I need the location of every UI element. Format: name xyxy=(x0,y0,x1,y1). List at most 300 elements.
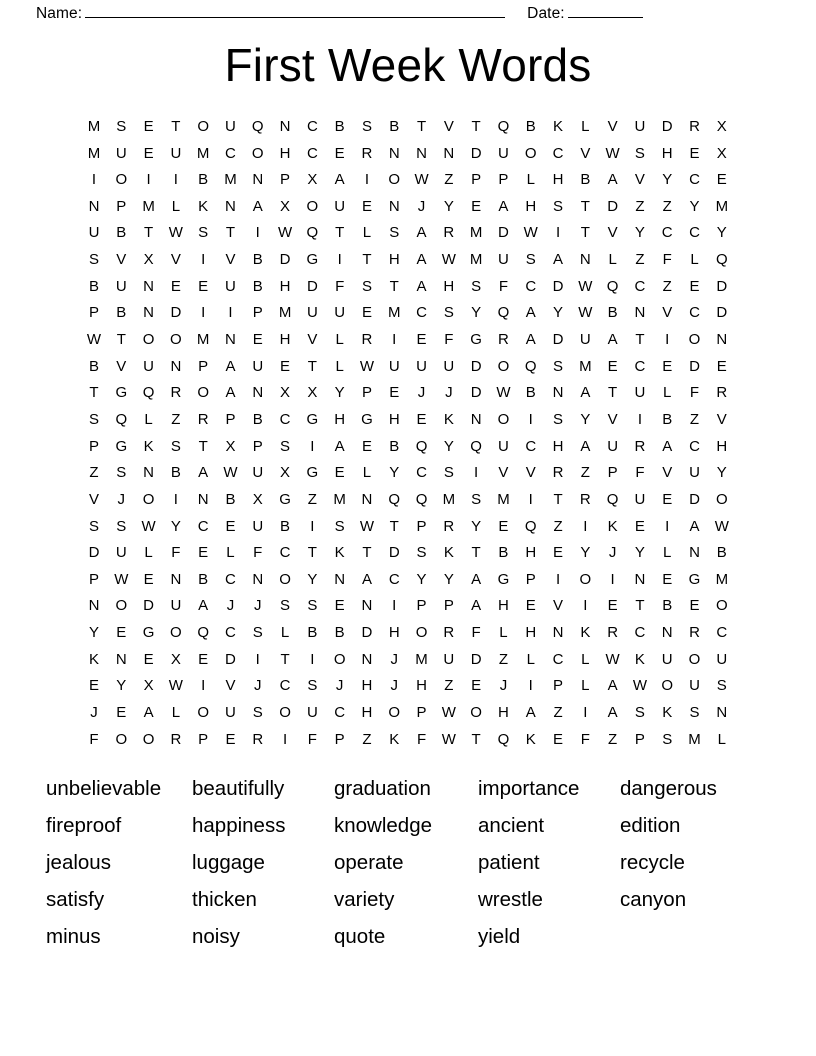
word-list-item[interactable]: quote xyxy=(334,925,386,949)
grid-cell[interactable]: Y xyxy=(116,677,127,695)
grid-cell[interactable]: N xyxy=(143,464,155,482)
grid-cell[interactable]: P xyxy=(471,171,482,189)
grid-cell[interactable]: N xyxy=(716,703,728,721)
grid-cell[interactable]: L xyxy=(717,730,727,748)
grid-cell[interactable]: A xyxy=(498,197,509,215)
grid-cell[interactable]: N xyxy=(634,570,646,588)
grid-cell[interactable]: H xyxy=(279,331,291,349)
grid-cell[interactable]: R xyxy=(689,117,701,135)
grid-cell[interactable]: W xyxy=(441,251,457,269)
grid-cell[interactable]: E xyxy=(716,171,728,189)
grid-cell[interactable]: A xyxy=(607,331,618,349)
grid-cell[interactable]: M xyxy=(278,304,292,322)
word-search-grid[interactable] xyxy=(80,114,735,753)
grid-cell[interactable]: T xyxy=(635,597,645,615)
grid-cell[interactable]: S xyxy=(389,224,400,242)
grid-cell[interactable]: T xyxy=(580,197,591,215)
grid-cell[interactable]: I xyxy=(555,570,561,588)
grid-cell[interactable]: R xyxy=(197,410,209,428)
grid-cell[interactable]: Q xyxy=(524,517,537,535)
grid-cell[interactable]: G xyxy=(497,570,510,588)
grid-cell[interactable]: F xyxy=(171,544,181,562)
grid-cell[interactable]: E xyxy=(334,597,345,615)
grid-cell[interactable]: G xyxy=(279,490,292,508)
grid-cell[interactable]: E xyxy=(553,730,564,748)
grid-cell[interactable]: B xyxy=(252,410,263,428)
grid-cell[interactable]: T xyxy=(362,251,372,269)
grid-cell[interactable]: M xyxy=(469,224,483,242)
grid-cell[interactable]: U xyxy=(252,357,264,375)
word-list-item[interactable]: minus xyxy=(46,925,101,949)
grid-cell[interactable]: U xyxy=(115,277,127,295)
grid-cell[interactable]: G xyxy=(470,331,483,349)
grid-cell[interactable]: U xyxy=(689,677,701,695)
grid-cell[interactable]: T xyxy=(198,437,208,455)
grid-cell[interactable]: W xyxy=(605,650,620,668)
grid-cell[interactable]: O xyxy=(170,624,182,642)
grid-cell[interactable]: T xyxy=(280,650,290,668)
grid-cell[interactable]: W xyxy=(578,277,593,295)
grid-cell[interactable]: C xyxy=(225,144,237,162)
grid-cell[interactable]: I xyxy=(201,251,206,269)
grid-cell[interactable]: R xyxy=(252,730,264,748)
grid-cell[interactable]: F xyxy=(307,730,318,748)
grid-cell[interactable]: E xyxy=(498,517,509,535)
grid-cell[interactable]: O xyxy=(279,703,292,721)
grid-cell[interactable]: A xyxy=(662,437,673,455)
grid-cell[interactable]: S xyxy=(443,464,455,482)
grid-cell[interactable]: U xyxy=(252,464,264,482)
grid-cell[interactable]: P xyxy=(88,570,100,588)
grid-cell[interactable]: T xyxy=(362,544,372,562)
grid-cell[interactable]: I xyxy=(255,224,261,242)
word-list-item[interactable]: wrestle xyxy=(478,888,543,912)
grid-cell[interactable]: T xyxy=(471,730,481,748)
grid-cell[interactable]: Y xyxy=(471,517,482,535)
word-list-item[interactable]: knowledge xyxy=(334,814,433,838)
grid-cell[interactable]: Z xyxy=(580,464,591,482)
grid-cell[interactable]: K xyxy=(389,730,400,748)
grid-cell[interactable]: O xyxy=(142,490,155,508)
grid-cell[interactable]: X xyxy=(307,384,318,402)
grid-cell[interactable]: C xyxy=(225,624,237,642)
grid-cell[interactable]: N xyxy=(279,117,291,135)
grid-cell[interactable]: W xyxy=(141,517,156,535)
grid-cell[interactable]: E xyxy=(607,597,618,615)
grid-cell[interactable]: H xyxy=(334,410,346,428)
grid-cell[interactable]: Y xyxy=(580,544,591,562)
grid-cell[interactable]: I xyxy=(392,331,397,349)
grid-cell[interactable]: N xyxy=(552,384,564,402)
grid-cell[interactable]: I xyxy=(528,410,534,428)
grid-cell[interactable]: V xyxy=(116,251,127,269)
grid-cell[interactable]: X xyxy=(280,384,291,402)
grid-cell[interactable]: Q xyxy=(415,490,428,508)
date-input-line[interactable] xyxy=(568,4,643,18)
grid-cell[interactable]: W xyxy=(168,224,184,242)
grid-cell[interactable]: I xyxy=(528,677,534,695)
grid-cell[interactable]: D xyxy=(661,117,673,135)
grid-cell[interactable]: C xyxy=(388,570,400,588)
grid-cell[interactable]: V xyxy=(716,410,728,428)
grid-cell[interactable]: H xyxy=(552,437,564,455)
grid-cell[interactable]: L xyxy=(608,251,617,269)
grid-cell[interactable]: C xyxy=(525,437,537,455)
grid-cell[interactable]: S xyxy=(361,117,373,135)
grid-cell[interactable]: C xyxy=(716,624,728,642)
grid-cell[interactable]: M xyxy=(196,144,210,162)
grid-cell[interactable]: V xyxy=(116,357,127,375)
grid-cell[interactable]: C xyxy=(279,410,291,428)
grid-cell[interactable]: E xyxy=(225,517,236,535)
grid-cell[interactable]: V xyxy=(225,251,236,269)
grid-cell[interactable]: Y xyxy=(634,224,646,242)
grid-cell[interactable]: C xyxy=(306,117,318,135)
word-list-item[interactable]: jealous xyxy=(46,851,111,875)
grid-cell[interactable]: U xyxy=(306,304,318,322)
grid-cell[interactable]: Y xyxy=(716,224,728,242)
grid-cell[interactable]: U xyxy=(579,331,591,349)
grid-cell[interactable]: K xyxy=(525,730,536,748)
grid-cell[interactable]: O xyxy=(388,171,401,189)
grid-cell[interactable]: S xyxy=(634,144,646,162)
grid-cell[interactable]: J xyxy=(390,650,399,668)
grid-cell[interactable]: O xyxy=(333,650,346,668)
grid-cell[interactable]: M xyxy=(87,144,101,162)
grid-cell[interactable]: D xyxy=(716,277,728,295)
grid-cell[interactable]: Z xyxy=(553,703,563,721)
grid-cell[interactable]: E xyxy=(334,144,345,162)
grid-cell[interactable]: Q xyxy=(497,304,510,322)
grid-cell[interactable]: O xyxy=(661,677,674,695)
grid-cell[interactable]: M xyxy=(469,251,483,269)
grid-cell[interactable]: J xyxy=(254,677,262,695)
grid-cell[interactable]: N xyxy=(579,251,591,269)
grid-cell[interactable]: F xyxy=(689,384,700,402)
grid-cell[interactable]: L xyxy=(362,224,372,242)
grid-cell[interactable]: I xyxy=(146,171,151,189)
grid-cell[interactable]: Z xyxy=(553,517,563,535)
grid-cell[interactable]: A xyxy=(580,437,591,455)
grid-cell[interactable]: E xyxy=(361,197,373,215)
grid-cell[interactable]: S xyxy=(471,277,482,295)
grid-cell[interactable]: H xyxy=(279,144,291,162)
grid-cell[interactable]: N xyxy=(115,650,127,668)
grid-cell[interactable]: S xyxy=(443,304,455,322)
grid-cell[interactable]: V xyxy=(443,117,455,135)
grid-cell[interactable]: Y xyxy=(307,570,318,588)
word-list-item[interactable]: operate xyxy=(334,851,404,875)
grid-cell[interactable]: W xyxy=(496,384,511,402)
grid-cell[interactable]: M xyxy=(196,331,210,349)
grid-cell[interactable]: B xyxy=(252,277,263,295)
grid-cell[interactable]: Z xyxy=(444,677,454,695)
grid-cell[interactable]: U xyxy=(334,304,346,322)
grid-cell[interactable]: V xyxy=(525,464,536,482)
grid-cell[interactable]: B xyxy=(225,490,236,508)
grid-cell[interactable]: U xyxy=(88,224,100,242)
grid-cell[interactable]: E xyxy=(334,464,345,482)
grid-cell[interactable]: P xyxy=(553,677,564,695)
grid-cell[interactable]: P xyxy=(334,730,345,748)
grid-cell[interactable]: V xyxy=(634,171,646,189)
grid-cell[interactable]: X xyxy=(716,144,728,162)
grid-cell[interactable]: A xyxy=(198,464,209,482)
grid-cell[interactable]: U xyxy=(634,117,646,135)
grid-cell[interactable]: U xyxy=(334,197,346,215)
grid-cell[interactable]: E xyxy=(198,544,209,562)
grid-cell[interactable]: E xyxy=(143,570,154,588)
grid-cell[interactable]: Y xyxy=(580,410,591,428)
grid-cell[interactable]: P xyxy=(416,703,427,721)
grid-cell[interactable]: I xyxy=(392,597,397,615)
grid-cell[interactable]: N xyxy=(225,197,237,215)
grid-cell[interactable]: S xyxy=(307,597,318,615)
grid-cell[interactable]: U xyxy=(225,117,237,135)
grid-cell[interactable]: D xyxy=(470,144,482,162)
grid-cell[interactable]: W xyxy=(441,730,457,748)
word-list-item[interactable]: canyon xyxy=(620,888,687,912)
grid-cell[interactable]: J xyxy=(445,384,453,402)
grid-cell[interactable]: V xyxy=(607,224,618,242)
grid-cell[interactable]: P xyxy=(116,197,127,215)
grid-cell[interactable]: N xyxy=(197,490,209,508)
grid-cell[interactable]: H xyxy=(525,197,537,215)
grid-cell[interactable]: X xyxy=(307,171,318,189)
grid-cell[interactable]: I xyxy=(583,517,588,535)
grid-cell[interactable]: Y xyxy=(88,624,100,642)
word-list-item[interactable]: thicken xyxy=(192,888,257,912)
grid-cell[interactable]: K xyxy=(198,197,209,215)
grid-cell[interactable]: Y xyxy=(634,544,646,562)
grid-cell[interactable]: T xyxy=(416,117,427,135)
grid-cell[interactable]: E xyxy=(416,331,427,349)
grid-cell[interactable]: T xyxy=(89,384,99,402)
grid-cell[interactable]: B xyxy=(607,304,618,322)
grid-cell[interactable]: E xyxy=(225,730,236,748)
grid-cell[interactable]: M xyxy=(579,357,592,375)
grid-cell[interactable]: R xyxy=(443,624,455,642)
grid-cell[interactable]: I xyxy=(255,650,261,668)
grid-cell[interactable]: A xyxy=(416,224,427,242)
grid-cell[interactable]: B xyxy=(525,117,536,135)
grid-cell[interactable]: N xyxy=(416,144,428,162)
grid-cell[interactable]: F xyxy=(580,730,591,748)
grid-cell[interactable]: T xyxy=(307,544,318,562)
grid-cell[interactable]: A xyxy=(580,384,591,402)
grid-cell[interactable]: Y xyxy=(443,437,455,455)
grid-cell[interactable]: G xyxy=(361,410,373,428)
grid-cell[interactable]: O xyxy=(688,650,701,668)
grid-cell[interactable]: C xyxy=(525,277,537,295)
grid-cell[interactable]: C xyxy=(279,544,291,562)
grid-cell[interactable]: D xyxy=(689,490,701,508)
grid-cell[interactable]: N xyxy=(170,570,182,588)
grid-cell[interactable]: Z xyxy=(689,410,700,428)
grid-cell[interactable]: S xyxy=(307,677,318,695)
grid-cell[interactable]: N xyxy=(361,490,373,508)
grid-cell[interactable]: J xyxy=(117,490,126,508)
grid-cell[interactable]: U xyxy=(498,144,510,162)
grid-cell[interactable]: C xyxy=(552,650,564,668)
grid-cell[interactable]: Q xyxy=(497,117,510,135)
grid-cell[interactable]: D xyxy=(552,331,564,349)
grid-cell[interactable]: B xyxy=(198,171,209,189)
grid-cell[interactable]: U xyxy=(498,437,510,455)
grid-cell[interactable]: Y xyxy=(389,464,400,482)
grid-cell[interactable]: A xyxy=(416,277,427,295)
word-list-item[interactable]: noisy xyxy=(192,925,240,949)
grid-cell[interactable]: U xyxy=(225,277,237,295)
grid-cell[interactable]: E xyxy=(198,277,209,295)
grid-cell[interactable]: U xyxy=(225,703,237,721)
grid-cell[interactable]: D xyxy=(88,544,100,562)
grid-cell[interactable]: P xyxy=(252,304,263,322)
grid-cell[interactable]: A xyxy=(143,703,154,721)
grid-cell[interactable]: I xyxy=(665,331,670,349)
grid-cell[interactable]: S xyxy=(280,437,291,455)
grid-cell[interactable]: E xyxy=(143,144,154,162)
grid-cell[interactable]: S xyxy=(334,517,345,535)
grid-cell[interactable]: E xyxy=(416,410,427,428)
grid-cell[interactable]: A xyxy=(525,703,536,721)
grid-cell[interactable]: N xyxy=(170,357,182,375)
grid-cell[interactable]: J xyxy=(90,703,98,721)
grid-cell[interactable]: O xyxy=(497,410,510,428)
grid-cell[interactable]: R xyxy=(361,331,373,349)
grid-cell[interactable]: J xyxy=(499,677,508,695)
grid-cell[interactable]: S xyxy=(553,410,564,428)
grid-cell[interactable]: D xyxy=(470,384,482,402)
grid-cell[interactable]: X xyxy=(225,437,236,455)
grid-cell[interactable]: U xyxy=(498,251,510,269)
grid-cell[interactable]: W xyxy=(86,331,102,349)
grid-cell[interactable]: T xyxy=(143,224,154,242)
grid-cell[interactable]: S xyxy=(553,197,564,215)
grid-cell[interactable]: B xyxy=(88,277,100,295)
grid-cell[interactable]: S xyxy=(662,730,673,748)
grid-cell[interactable]: L xyxy=(663,544,672,562)
grid-cell[interactable]: D xyxy=(607,197,619,215)
grid-cell[interactable]: N xyxy=(661,624,673,642)
grid-cell[interactable]: I xyxy=(337,251,342,269)
grid-cell[interactable]: H xyxy=(525,544,537,562)
grid-cell[interactable]: T xyxy=(553,490,563,508)
grid-cell[interactable]: I xyxy=(637,410,643,428)
grid-cell[interactable]: V xyxy=(607,117,618,135)
grid-cell[interactable]: O xyxy=(388,703,401,721)
grid-cell[interactable]: H xyxy=(361,677,373,695)
grid-cell[interactable]: W xyxy=(605,144,620,162)
grid-cell[interactable]: S xyxy=(88,410,100,428)
grid-cell[interactable]: D xyxy=(470,357,482,375)
grid-cell[interactable]: D xyxy=(306,277,318,295)
grid-cell[interactable]: M xyxy=(224,171,237,189)
grid-cell[interactable]: O xyxy=(115,171,128,189)
grid-cell[interactable]: E xyxy=(389,384,400,402)
grid-cell[interactable]: N xyxy=(143,277,155,295)
grid-cell[interactable]: Y xyxy=(471,304,482,322)
grid-cell[interactable]: C xyxy=(416,304,428,322)
grid-cell[interactable]: B xyxy=(662,410,673,428)
grid-cell[interactable]: P xyxy=(607,464,618,482)
grid-cell[interactable]: W xyxy=(632,677,648,695)
grid-cell[interactable]: T xyxy=(471,117,481,135)
grid-cell[interactable]: V xyxy=(553,597,564,615)
grid-cell[interactable]: B xyxy=(580,171,591,189)
grid-cell[interactable]: S xyxy=(525,251,536,269)
grid-cell[interactable]: E xyxy=(634,517,646,535)
grid-cell[interactable]: T xyxy=(389,517,400,535)
grid-cell[interactable]: A xyxy=(252,197,263,215)
grid-cell[interactable]: W xyxy=(359,357,375,375)
grid-cell[interactable]: M xyxy=(497,490,510,508)
grid-cell[interactable]: Q xyxy=(497,730,510,748)
grid-cell[interactable]: Z xyxy=(171,410,181,428)
grid-cell[interactable]: S xyxy=(88,251,100,269)
grid-cell[interactable]: A xyxy=(607,703,618,721)
grid-cell[interactable]: U xyxy=(252,517,264,535)
grid-cell[interactable]: H xyxy=(716,437,728,455)
grid-cell[interactable]: Z xyxy=(498,650,509,668)
grid-cell[interactable]: W xyxy=(414,171,429,189)
grid-cell[interactable]: U xyxy=(170,597,182,615)
grid-cell[interactable]: S xyxy=(88,517,100,535)
grid-cell[interactable]: B xyxy=(88,357,100,375)
grid-cell[interactable]: V xyxy=(225,677,236,695)
word-list-item[interactable]: graduation xyxy=(334,777,431,801)
grid-cell[interactable]: O xyxy=(415,624,428,642)
grid-cell[interactable]: L xyxy=(581,650,590,668)
grid-cell[interactable]: E xyxy=(689,144,700,162)
grid-cell[interactable]: N xyxy=(716,331,728,349)
grid-cell[interactable]: Q xyxy=(251,117,264,135)
grid-cell[interactable]: C xyxy=(306,144,318,162)
grid-cell[interactable]: Q xyxy=(715,251,728,269)
grid-cell[interactable]: Y xyxy=(170,517,182,535)
grid-cell[interactable]: C xyxy=(634,357,646,375)
grid-cell[interactable]: Q xyxy=(470,437,483,455)
grid-cell[interactable]: A xyxy=(361,570,373,588)
grid-cell[interactable]: P xyxy=(525,570,536,588)
grid-cell[interactable]: P xyxy=(498,171,509,189)
grid-cell[interactable]: T xyxy=(225,224,236,242)
grid-cell[interactable]: R xyxy=(443,517,455,535)
grid-cell[interactable]: E xyxy=(143,650,154,668)
grid-cell[interactable]: Y xyxy=(716,464,728,482)
grid-cell[interactable]: R xyxy=(170,384,182,402)
grid-cell[interactable]: E xyxy=(553,544,564,562)
word-list-item[interactable]: satisfy xyxy=(46,888,105,912)
word-list-item[interactable]: ancient xyxy=(478,814,545,838)
grid-cell[interactable]: P xyxy=(225,410,236,428)
grid-cell[interactable]: N xyxy=(252,171,264,189)
grid-cell[interactable]: V xyxy=(580,144,591,162)
grid-cell[interactable]: J xyxy=(390,677,399,695)
grid-cell[interactable]: S xyxy=(252,624,263,642)
grid-cell[interactable]: S xyxy=(553,357,564,375)
grid-cell[interactable]: S xyxy=(116,517,127,535)
grid-cell[interactable]: N xyxy=(143,304,155,322)
grid-cell[interactable]: N xyxy=(225,331,237,349)
grid-cell[interactable]: E xyxy=(525,597,536,615)
grid-cell[interactable]: R xyxy=(498,331,510,349)
grid-cell[interactable]: N xyxy=(252,570,264,588)
grid-cell[interactable]: F xyxy=(253,544,263,562)
grid-cell[interactable]: E xyxy=(689,597,700,615)
grid-cell[interactable]: B xyxy=(662,597,673,615)
grid-cell[interactable]: U xyxy=(689,464,701,482)
